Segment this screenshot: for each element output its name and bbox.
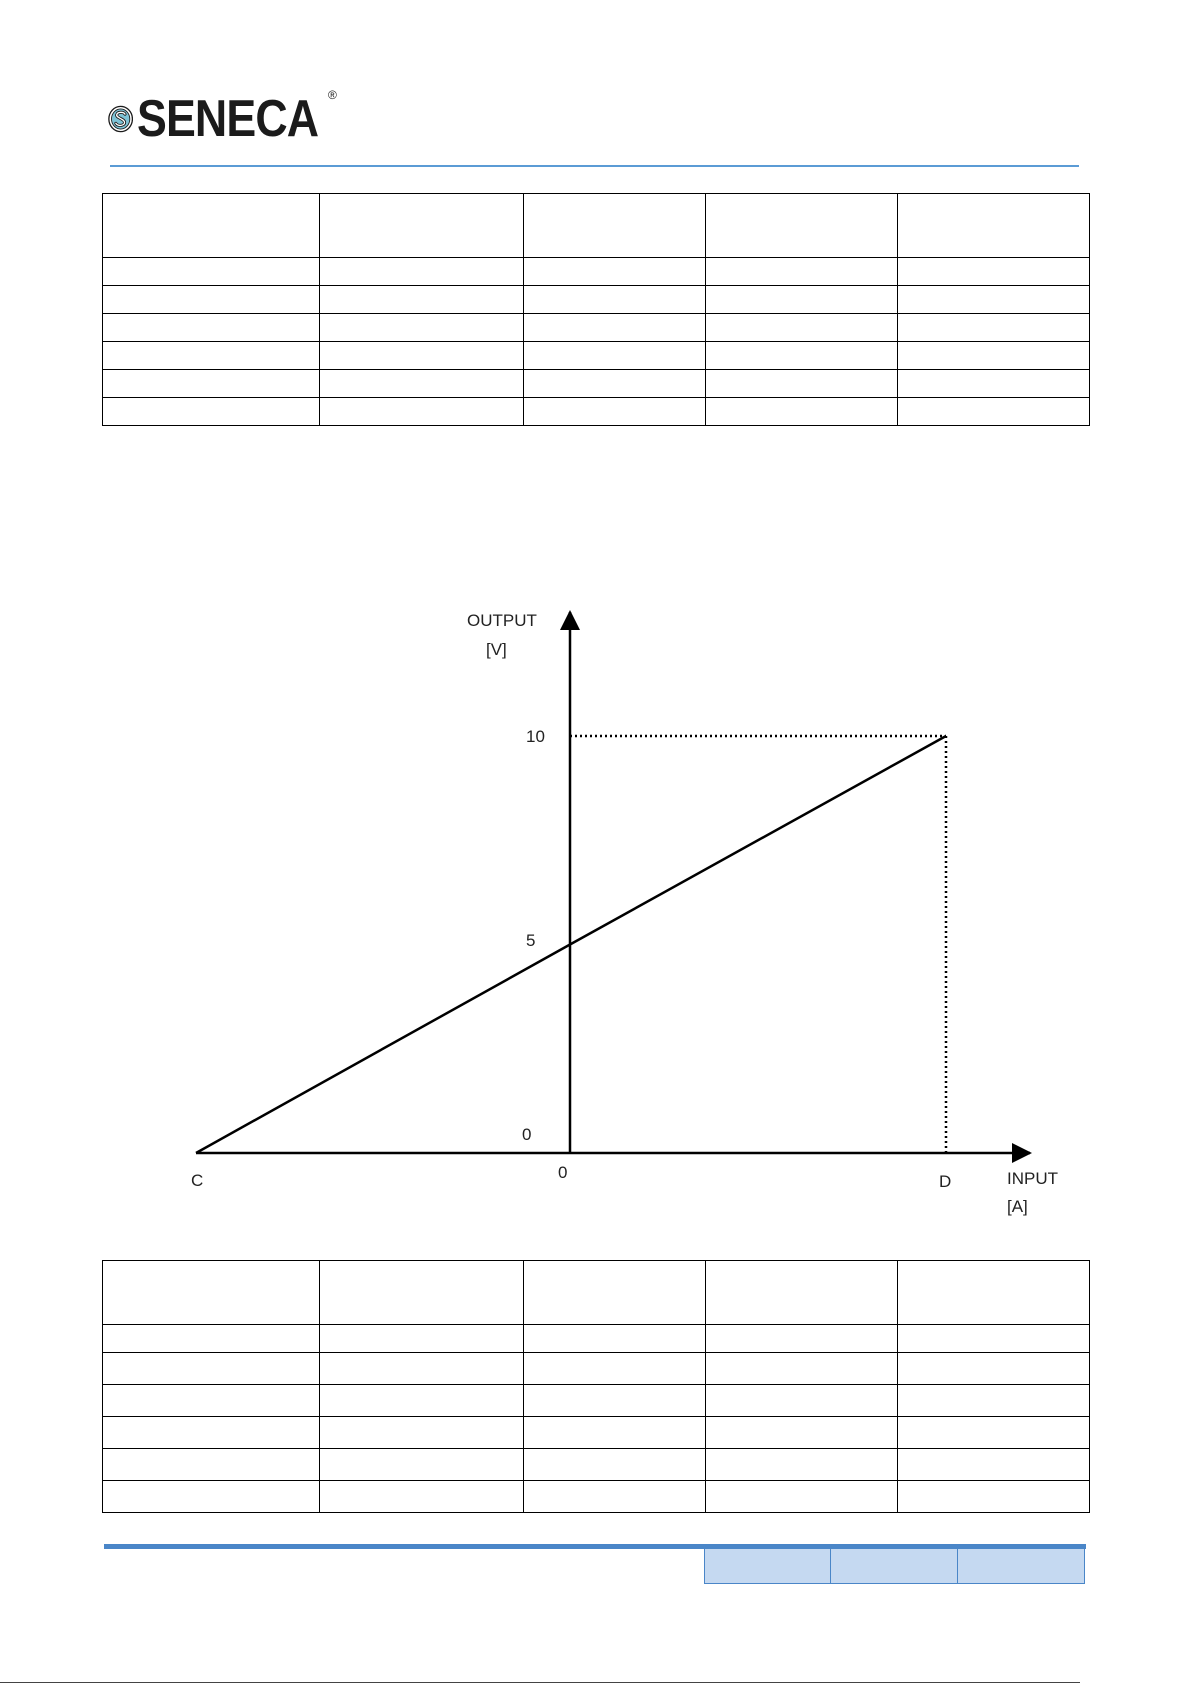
footer-info-boxes <box>704 1549 1085 1584</box>
table-row <box>103 1481 1090 1513</box>
x-axis-label-line2: [A] <box>1007 1197 1028 1216</box>
x-axis-label-line1: INPUT <box>1007 1169 1058 1188</box>
page-bottom-rule <box>0 1682 1080 1683</box>
bottom-table <box>102 1260 1090 1513</box>
y-tick-label-10: 10 <box>526 727 545 746</box>
point-d-label: D <box>939 1172 952 1191</box>
table-row <box>103 1385 1090 1417</box>
point-c-label: C <box>191 1171 204 1190</box>
registered-mark: ® <box>328 88 337 102</box>
y-tick-label-5: 5 <box>526 931 536 950</box>
brand-name: SENECA <box>137 90 319 148</box>
y-axis-label-line2: [V] <box>486 640 507 659</box>
table-header-row <box>103 1261 1090 1325</box>
y-axis-label-line1: OUTPUT <box>467 611 537 630</box>
footer-box <box>831 1549 958 1584</box>
y-tick-label-0: 0 <box>522 1125 532 1144</box>
table-row <box>103 1417 1090 1449</box>
footer-box <box>704 1549 831 1584</box>
footer-box <box>958 1549 1085 1584</box>
x-origin-label: 0 <box>558 1163 568 1182</box>
table-row <box>103 1449 1090 1481</box>
table-row <box>103 1353 1090 1385</box>
table-row <box>103 1325 1090 1353</box>
